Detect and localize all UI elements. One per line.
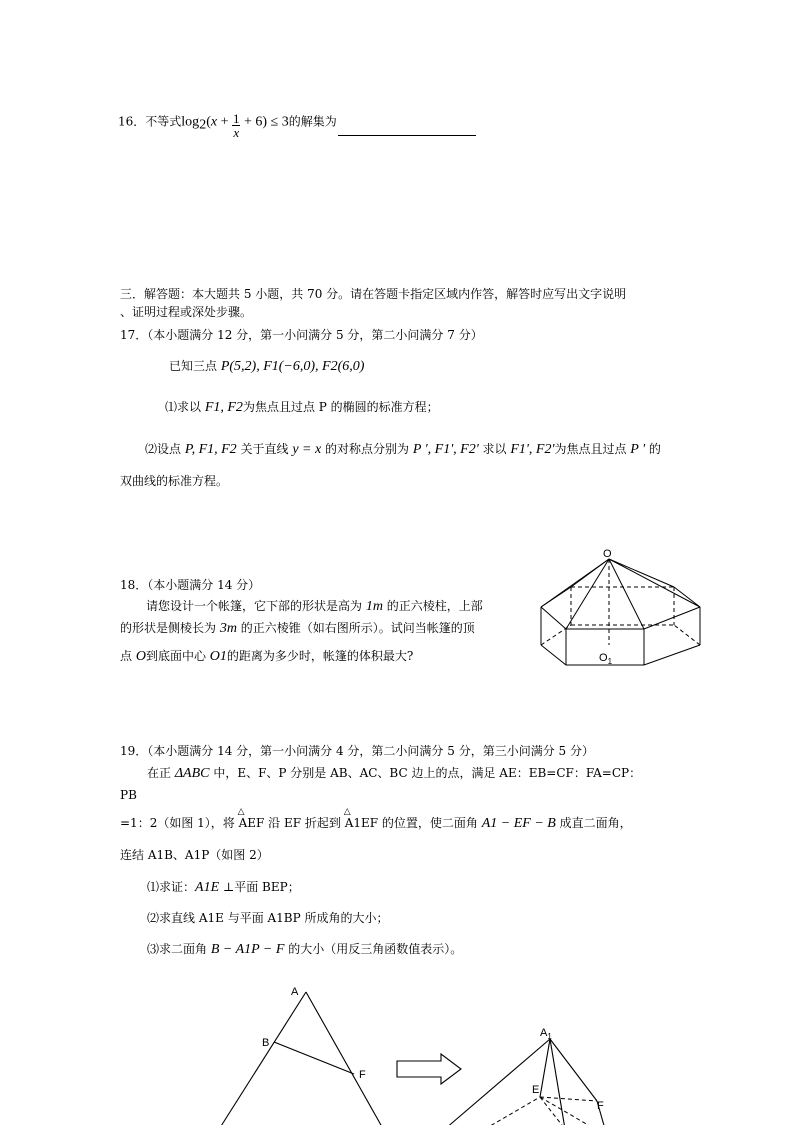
q19-text-line2: PB xyxy=(120,788,137,802)
fig2-label-F: F xyxy=(597,1100,604,1112)
tent-label-O: O xyxy=(603,548,612,560)
q18-text-line1: 请您设计一个帐篷，它下部的形状是高为 1m 的正六棱柱，上部 xyxy=(146,599,483,614)
tent-label-O1: $O_1$ xyxy=(599,652,613,666)
fig1-label-B: B xyxy=(262,1037,270,1049)
fraction-1-over-x: $\frac{1}{x}$ xyxy=(232,111,240,140)
answer-blank[interactable] xyxy=(338,135,476,136)
q19-text-line1: 在正 ΔABC 中，E、F、P 分别是 AB、AC、BC 边上的点，满足 AE：EB=CF：FA=CP： xyxy=(147,766,642,781)
q17-given: 已知三点 P(5,2), F1(−6,0), F2(6,0) xyxy=(169,359,365,374)
fig2-label-A1: $A_1$ xyxy=(540,1027,552,1041)
fig1-label-F: F xyxy=(359,1069,366,1081)
figure2-folded xyxy=(445,1025,635,1125)
q17-part2-cont: 双曲线的标准方程。 xyxy=(120,474,229,488)
fig1-label-A: A xyxy=(291,986,299,998)
q16-line: 16．不等式$\log_2(x$ + $\frac{1}{x}$ + 6) ≤ 3的解集为 xyxy=(118,108,476,136)
q19-part3: ⑶求二面角 B − A1P − F 的大小（用反三角函数值表示）。 xyxy=(147,942,463,957)
tent-figure xyxy=(536,545,706,670)
q19-part2: ⑵求直线 A1E 与平面 A1BP 所成角的大小； xyxy=(147,911,389,925)
q18-text-line2: 的形状是侧棱长为 3m 的正六棱锥（如右图所示）。试问当帐篷的顶 xyxy=(120,621,475,636)
q18-text-line3: 点 O到底面中心 O1的距离为多少时，帐篷的体积最大? xyxy=(120,649,414,664)
q19-heading: 19．（本小题满分 14 分，第一小问满分 4 分，第二小问满分 5 分，第三小问满分 5 分） xyxy=(120,744,594,758)
q19-part1: ⑴求证：A1E ⊥平面 BEP； xyxy=(147,880,300,895)
q18-heading: 18．（本小题满分 14 分） xyxy=(120,578,261,592)
section3-intro-line2: 、证明过程或深处步骤。 xyxy=(120,305,253,319)
q17-part1: ⑴求以 F1, F2为焦点且过点 P 的椭圆的标准方程； xyxy=(165,400,439,415)
fig2-label-E: E xyxy=(532,1084,540,1096)
q19-text-line4: 连结 A1B、A1P（如图 2） xyxy=(120,848,269,862)
q17-heading: 17．（本小题满分 12 分，第一小问满分 5 分，第二小问满分 7 分） xyxy=(120,328,483,342)
q19-text-line3: =1：2（如图 1），将 △ AEF 沿 EF 折起到 △ A1EF 的位置，使二面角 A1 − EF − B 成直二面角， xyxy=(120,807,632,831)
q17-part2: ⑵设点 P, F1, F2 关于直线 y = x 的对称点分别为 P ', F1', F2' 求以 F1', F2'为焦点且过点 P ' 的 xyxy=(145,442,661,457)
figure1-triangle xyxy=(210,984,390,1124)
section3-intro-line1: 三．解答题：本大题共 5 小题，共 70 分。请在答题卡指定区域内作答，解答时应写出文字说明 xyxy=(120,287,627,301)
